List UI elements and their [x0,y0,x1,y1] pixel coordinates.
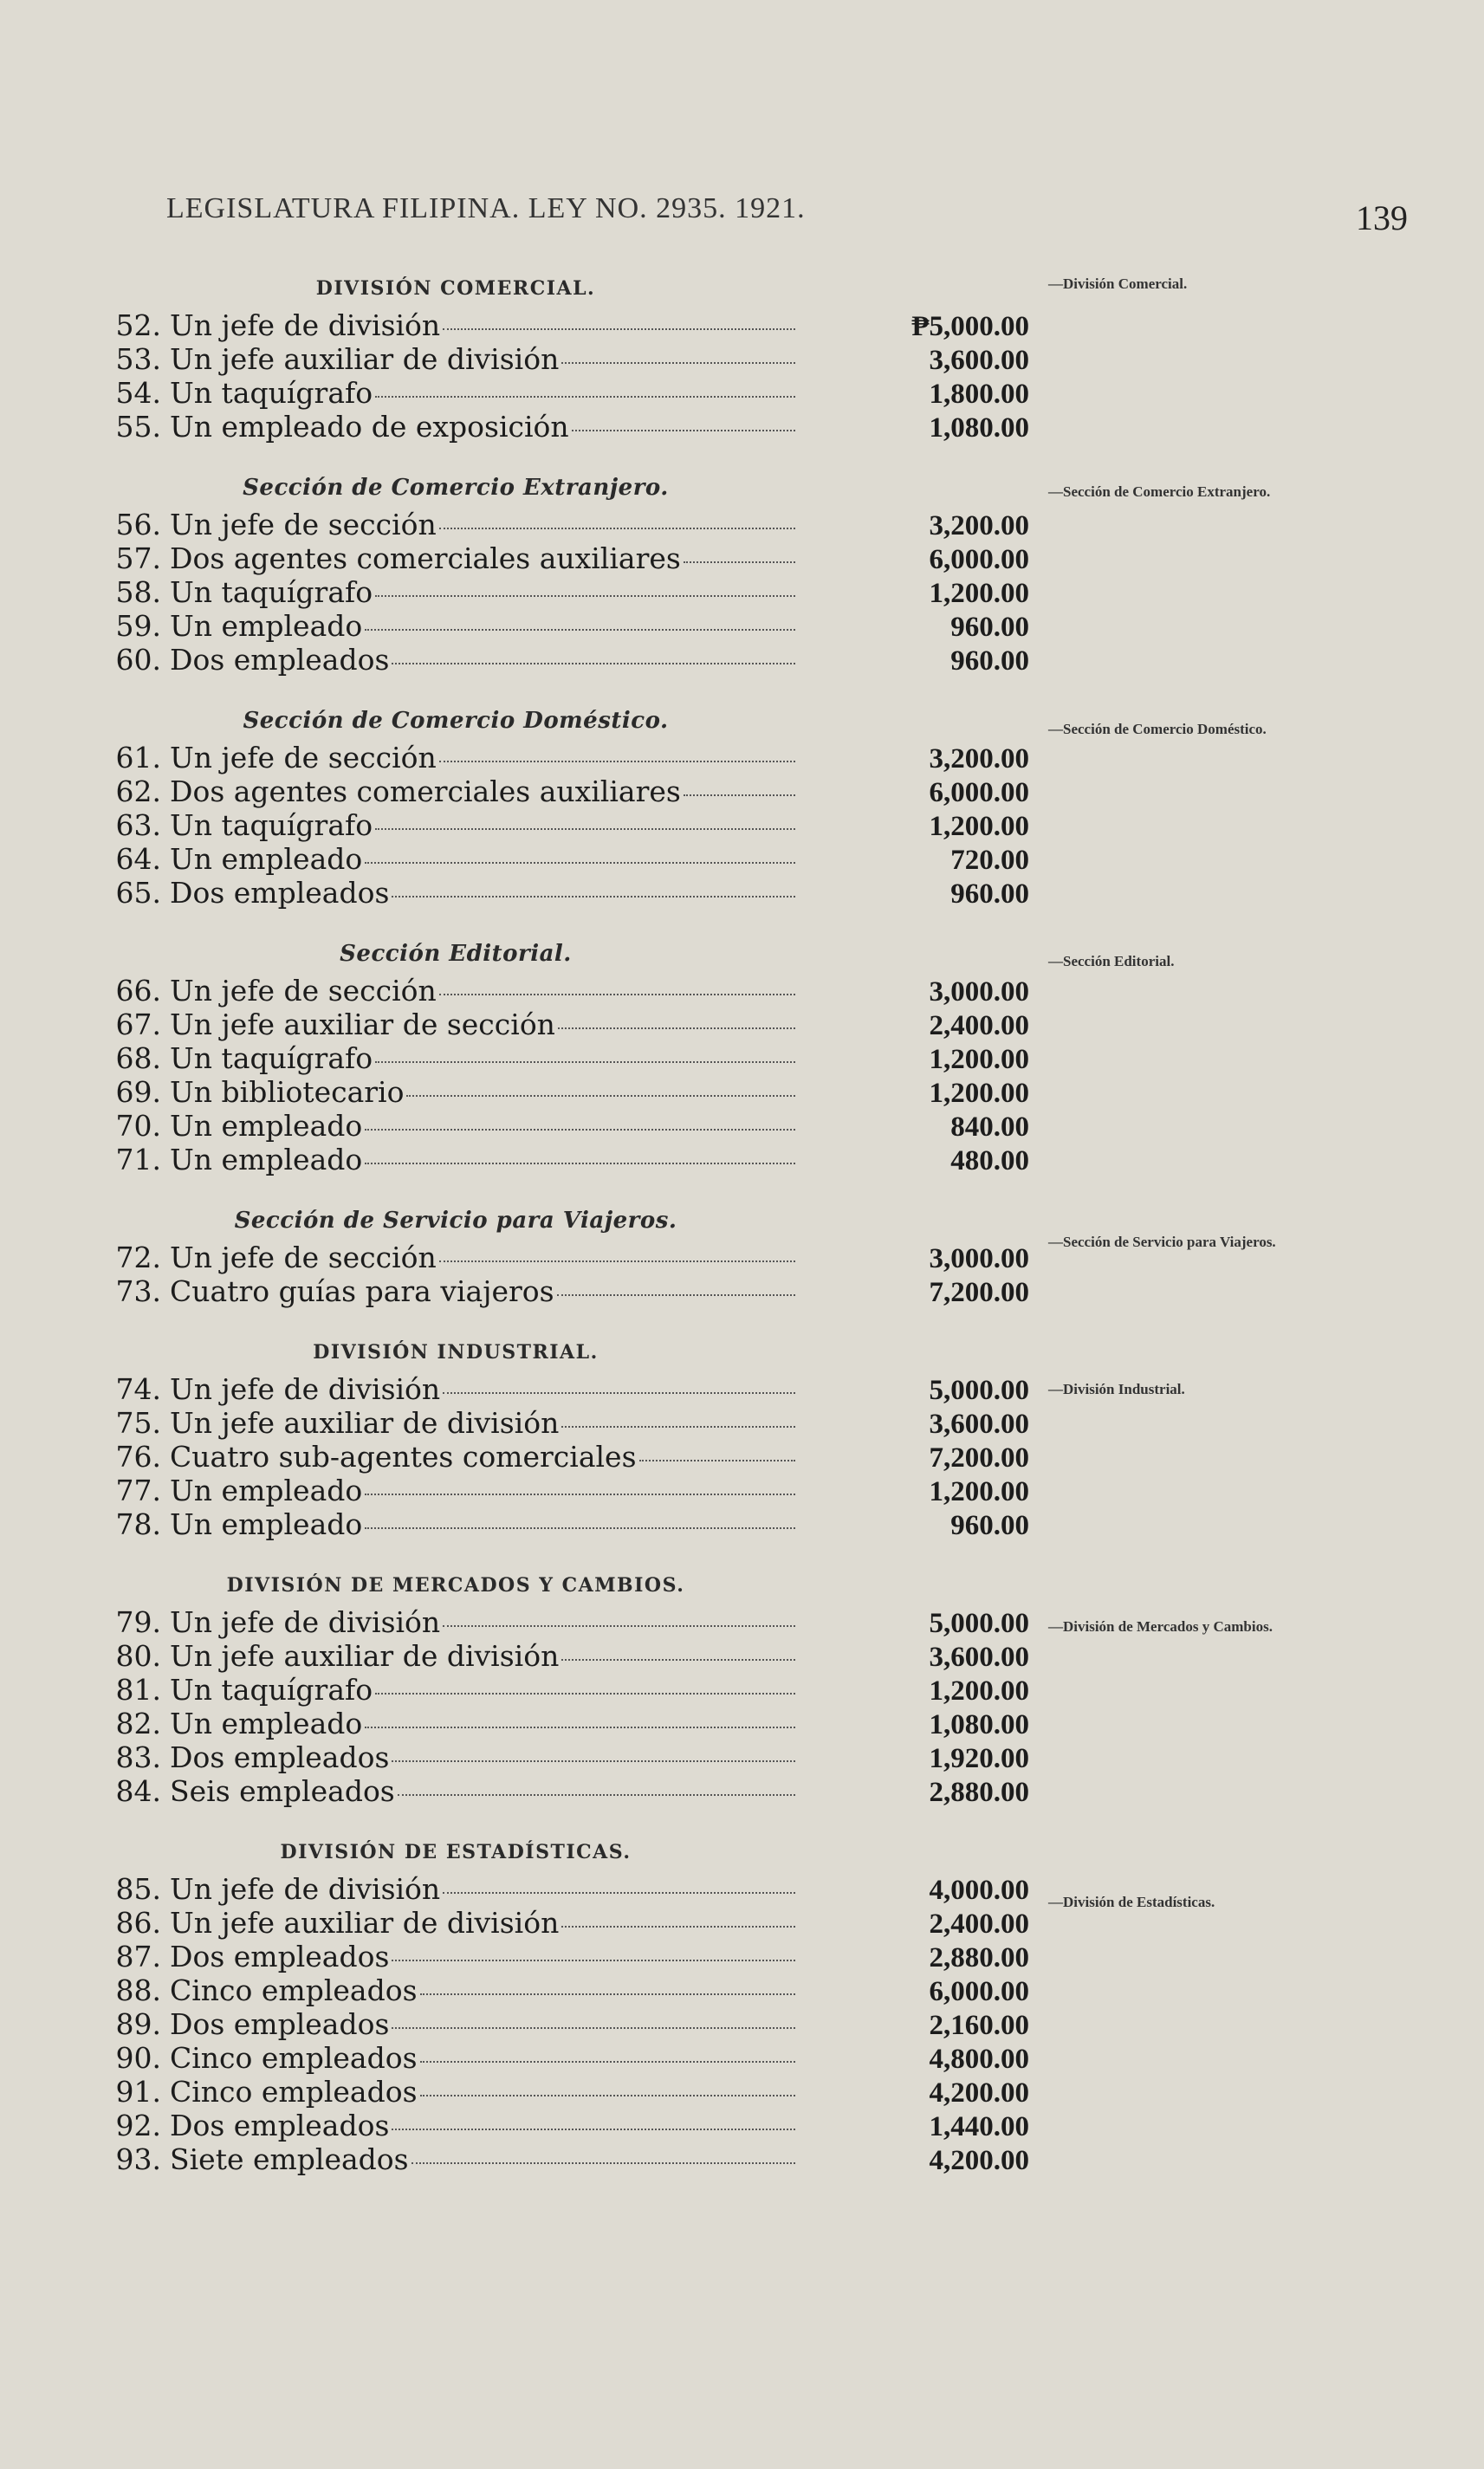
entry-description-cell [170,1507,795,1541]
entry-number: 60. [115,643,161,677]
entry-row [100,575,1053,609]
appropriation-list [100,269,1053,2176]
entry-description-cell [170,541,795,575]
entry-amount: 960.00 [950,1510,1029,1541]
entry-description-cell [170,1940,795,1973]
entry-description: Un jefe de división [170,308,441,342]
entry-number: 53. [115,342,161,376]
entry-description-cell [170,575,795,609]
dot-leader [365,860,795,864]
entry-description: Un empleado [170,609,363,643]
section-heading: Sección de Comercio Extranjero. [243,475,669,501]
entry-number: 81. [115,1673,161,1707]
dot-leader [439,1259,795,1262]
entry-row [100,1241,1053,1274]
entry-amount: 960.00 [950,612,1029,643]
entry-amount: 2,880.00 [929,1942,1029,1973]
entry-row [100,842,1053,876]
entry-row [100,1774,1053,1808]
entry-row [100,609,1053,643]
entry-amount: 7,200.00 [929,1277,1029,1308]
dot-leader [365,1127,795,1131]
entry-description: Un empleado [170,1507,363,1541]
entry-description: Un jefe de sección [170,741,437,774]
entry-row [100,1041,1053,1075]
entry-number: 72. [115,1241,161,1274]
entry-row [100,1474,1053,1507]
entry-amount: 2,400.00 [929,1908,1029,1940]
entry-row [100,308,1053,342]
entry-row [100,410,1053,444]
entry-description: Cinco empleados [170,1973,418,2007]
entry-amount: 1,440.00 [929,2111,1029,2142]
entry-number: 83. [115,1740,161,1774]
entry-number: 67. [115,1008,161,1041]
entry-row [100,1143,1053,1176]
dot-leader [561,1657,795,1661]
entry-amount: 7,200.00 [929,1442,1029,1474]
entry-amount: 1,800.00 [929,379,1029,410]
entry-amount: 4,200.00 [929,2145,1029,2176]
entry-description-cell [170,1274,795,1308]
entry-amount: 1,200.00 [929,1078,1029,1109]
dot-leader [443,1623,795,1627]
entry-description-cell [170,410,795,444]
entry-description-cell [170,1872,795,1906]
dot-leader [684,793,795,796]
margin-note: —División Industrial. [1048,1381,1185,1397]
margin-note: —Sección de Servicio para Viajeros. [1048,1234,1276,1250]
entry-amount: 6,000.00 [929,777,1029,808]
entry-number: 58. [115,575,161,609]
dot-leader [443,327,795,330]
dot-leader [406,1093,795,1097]
entry-description-cell [170,2007,795,2041]
entry-row [100,376,1053,410]
entry-amount: 1,200.00 [929,578,1029,609]
entry-number: 76. [115,1440,161,1474]
dot-leader [392,661,795,664]
entry-amount: 6,000.00 [929,1976,1029,2007]
entry-description-cell [170,1372,795,1406]
entry-row [100,974,1053,1008]
entry-amount: 1,080.00 [929,412,1029,444]
entry-description-cell [170,1973,795,2007]
entry-row [100,1372,1053,1406]
entry-description: Seis empleados [170,1774,395,1808]
entry-row [100,1507,1053,1541]
dot-leader [639,1458,795,1461]
entry-row [100,1440,1053,1474]
dot-leader [375,593,795,597]
entry-description-cell [170,2041,795,2075]
section-heading: Sección de Servicio para Viajeros. [234,1208,677,1234]
entry-description: Un jefe de división [170,1372,441,1406]
entry-amount: 3,600.00 [929,345,1029,376]
dot-leader [412,2161,795,2164]
entry-description: Cuatro sub-agentes comerciales [170,1440,637,1474]
entry-amount: 4,200.00 [929,2077,1029,2109]
entry-description-cell [170,609,795,643]
entry-description-cell [170,1041,795,1075]
entry-description-cell [170,1707,795,1740]
entry-description: Un jefe auxiliar de división [170,342,560,376]
dot-leader [443,1890,795,1894]
entry-description: Un empleado de exposición [170,410,569,444]
margin-note: —División de Estadísticas. [1048,1894,1215,1910]
entry-number: 70. [115,1109,161,1143]
dot-leader [375,826,795,830]
entry-description-cell [170,2075,795,2109]
entry-amount: 5,000.00 [929,1375,1029,1406]
entry-number: 75. [115,1406,161,1440]
dot-leader [558,1026,795,1029]
entry-row [100,774,1053,808]
dot-leader [392,1759,795,1762]
entry-description-cell [170,376,795,410]
entry-amount: 960.00 [950,878,1029,910]
entry-description-cell [170,2142,795,2176]
entry-row [100,508,1053,541]
entry-number: 82. [115,1707,161,1740]
entry-row [100,342,1053,376]
entry-number: 63. [115,808,161,842]
entry-amount: 960.00 [950,645,1029,677]
section-heading: DIVISIÓN COMERCIAL. [315,277,596,300]
entry-number: 91. [115,2075,161,2109]
entry-number: 79. [115,1605,161,1639]
entry-description-cell [170,1440,795,1474]
entry-number: 74. [115,1372,161,1406]
entry-amount: 1,200.00 [929,1675,1029,1707]
entry-row [100,1639,1053,1673]
dot-leader [572,428,795,431]
entry-description: Un empleado [170,1707,363,1740]
entry-row [100,1707,1053,1740]
running-title: LEGISLATURA FILIPINA. LEY NO. 2935. 1921. [166,192,806,224]
entry-amount: 4,800.00 [929,2044,1029,2075]
dot-leader [439,992,795,995]
entry-row [100,2142,1053,2176]
entry-description: Un jefe de división [170,1872,441,1906]
entry-row [100,1740,1053,1774]
entry-description: Cinco empleados [170,2041,418,2075]
entry-row [100,2041,1053,2075]
entry-description: Un jefe auxiliar de sección [170,1008,555,1041]
entry-number: 89. [115,2007,161,2041]
entry-description: Un taquígrafo [170,575,373,609]
entry-description-cell [170,1906,795,1940]
entry-amount: 840.00 [950,1111,1029,1143]
dot-leader [561,1424,795,1428]
entry-amount: 3,600.00 [929,1642,1029,1673]
entry-description: Dos empleados [170,876,390,910]
entry-row [100,1605,1053,1639]
entry-number: 66. [115,974,161,1008]
entry-description-cell [170,643,795,677]
dot-leader [420,2093,795,2096]
entry-amount: 4,000.00 [929,1875,1029,1906]
entry-description: Un taquígrafo [170,376,373,410]
entry-row [100,1940,1053,1973]
entry-number: 85. [115,1872,161,1906]
dot-leader [365,1161,795,1164]
section-heading: DIVISIÓN INDUSTRIAL. [313,1341,599,1364]
entry-number: 59. [115,609,161,643]
dot-leader [392,2025,795,2029]
entry-row [100,1008,1053,1041]
entry-number: 92. [115,2109,161,2142]
dot-leader [392,1958,795,1961]
entry-number: 56. [115,508,161,541]
entry-description: Dos empleados [170,643,390,677]
entry-number: 55. [115,410,161,444]
entry-description: Un jefe de sección [170,508,437,541]
dot-leader [439,759,795,762]
dot-leader [684,560,795,563]
entry-amount: 3,000.00 [929,1243,1029,1274]
entry-number: 88. [115,1973,161,2007]
dot-leader [365,1492,795,1495]
dot-leader [375,394,795,398]
entry-description-cell [170,1109,795,1143]
dot-leader [420,1992,795,1995]
entry-description-cell [170,774,795,808]
entry-description: Dos empleados [170,2007,390,2041]
entry-description-cell [170,2109,795,2142]
entry-amount: 2,160.00 [929,2010,1029,2041]
entry-amount: 3,000.00 [929,976,1029,1008]
entry-row [100,541,1053,575]
entry-description-cell [170,876,795,910]
margin-note: —División Comercial. [1048,275,1188,292]
dot-leader [561,1924,795,1928]
margin-note: —División de Mercados y Cambios. [1048,1618,1273,1635]
entry-row [100,643,1053,677]
entry-description-cell [170,1143,795,1176]
dot-leader [365,1526,795,1529]
entry-description: Un empleado [170,1474,363,1507]
entry-number: 93. [115,2142,161,2176]
entry-number: 90. [115,2041,161,2075]
dot-leader [365,627,795,631]
entry-row [100,2109,1053,2142]
entry-description-cell [170,308,795,342]
entry-description: Un taquígrafo [170,808,373,842]
margin-note: —Sección Editorial. [1048,953,1175,969]
margin-note: —Sección de Comercio Doméstico. [1048,721,1267,737]
entry-description-cell [170,1740,795,1774]
dot-leader [375,1691,795,1695]
entry-description-cell [170,1241,795,1274]
entry-row [100,2075,1053,2109]
entry-row [100,1673,1053,1707]
entry-number: 71. [115,1143,161,1176]
entry-description-cell [170,1075,795,1109]
entry-row [100,1906,1053,1940]
entry-amount: 720.00 [950,845,1029,876]
entry-amount: 1,080.00 [929,1709,1029,1740]
section-heading: Sección de Comercio Doméstico. [243,708,669,734]
entry-description: Un bibliotecario [170,1075,405,1109]
entry-description-cell [170,1605,795,1639]
entry-amount: 5,000.00 [929,1608,1029,1639]
dot-leader [392,2127,795,2130]
entry-description: Un empleado [170,1109,363,1143]
entry-description: Siete empleados [170,2142,409,2176]
entry-amount: 1,200.00 [929,811,1029,842]
entry-description: Un jefe auxiliar de división [170,1406,560,1440]
dot-leader [375,1060,795,1063]
entry-description: Un jefe auxiliar de división [170,1906,560,1940]
dot-leader [398,1792,795,1796]
entry-description: Un taquígrafo [170,1041,373,1075]
entry-number: 80. [115,1639,161,1673]
entry-description-cell [170,1774,795,1808]
entry-description: Un empleado [170,1143,363,1176]
entry-description-cell [170,1673,795,1707]
margin-note: —Sección de Comercio Extranjero. [1048,483,1271,500]
dot-leader [420,2059,795,2063]
entry-amount: 480.00 [950,1145,1029,1176]
entry-amount: 1,920.00 [929,1743,1029,1774]
entry-row [100,1109,1053,1143]
dot-leader [439,526,795,529]
entry-description-cell [170,342,795,376]
dot-leader [561,360,795,364]
entry-amount: 2,880.00 [929,1777,1029,1808]
entry-amount: 1,200.00 [929,1044,1029,1075]
page-number: 139 [1356,198,1408,237]
entry-description: Un taquígrafo [170,1673,373,1707]
section-heading: DIVISIÓN DE MERCADOS Y CAMBIOS. [226,1574,685,1597]
dot-leader [392,894,795,898]
entry-row [100,1075,1053,1109]
entry-number: 73. [115,1274,161,1308]
entry-number: 64. [115,842,161,876]
entry-amount: 3,200.00 [929,743,1029,774]
entry-description: Un jefe de sección [170,1241,437,1274]
entry-description: Un empleado [170,842,363,876]
entry-description: Un jefe de división [170,1605,441,1639]
entry-number: 87. [115,1940,161,1973]
entry-number: 77. [115,1474,161,1507]
entry-description: Dos agentes comerciales auxiliares [170,541,681,575]
entry-description-cell [170,508,795,541]
entry-number: 86. [115,1906,161,1940]
entry-amount: 2,400.00 [929,1010,1029,1041]
entry-description-cell [170,1474,795,1507]
entry-description-cell [170,1008,795,1041]
entry-description: Un jefe de sección [170,974,437,1008]
entry-row [100,2007,1053,2041]
entry-number: 84. [115,1774,161,1808]
entry-description-cell [170,974,795,1008]
entry-number: 78. [115,1507,161,1541]
entry-amount: 3,600.00 [929,1409,1029,1440]
entry-number: 62. [115,774,161,808]
entry-row [100,1973,1053,2007]
entry-number: 54. [115,376,161,410]
dot-leader [365,1725,795,1728]
section-heading: Sección Editorial. [340,941,572,967]
entry-description: Dos empleados [170,2109,390,2142]
entry-description: Dos empleados [170,1940,390,1973]
entry-description: Un jefe auxiliar de división [170,1639,560,1673]
entry-description-cell [170,1639,795,1673]
entry-number: 68. [115,1041,161,1075]
entry-row [100,741,1053,774]
entry-row [100,1872,1053,1906]
entry-row [100,1274,1053,1308]
entry-description-cell [170,1406,795,1440]
entry-description-cell [170,842,795,876]
section-heading: DIVISIÓN DE ESTADÍSTICAS. [280,1841,632,1863]
entry-row [100,1406,1053,1440]
entry-amount: 3,200.00 [929,510,1029,541]
entry-description-cell [170,741,795,774]
dot-leader [557,1293,795,1296]
entry-amount: 1,200.00 [929,1476,1029,1507]
entry-amount: 6,000.00 [929,544,1029,575]
entry-number: 69. [115,1075,161,1109]
entry-description: Cinco empleados [170,2075,418,2109]
entry-number: 52. [115,308,161,342]
entry-description-cell [170,808,795,842]
entry-row [100,876,1053,910]
dot-leader [443,1390,795,1394]
entry-description: Cuatro guías para viajeros [170,1274,554,1308]
entry-number: 61. [115,741,161,774]
entry-description: Dos empleados [170,1740,390,1774]
entry-number: 65. [115,876,161,910]
entry-description: Dos agentes comerciales auxiliares [170,774,681,808]
entry-row [100,808,1053,842]
entry-amount: ₱5,000.00 [911,311,1029,342]
entry-number: 57. [115,541,161,575]
